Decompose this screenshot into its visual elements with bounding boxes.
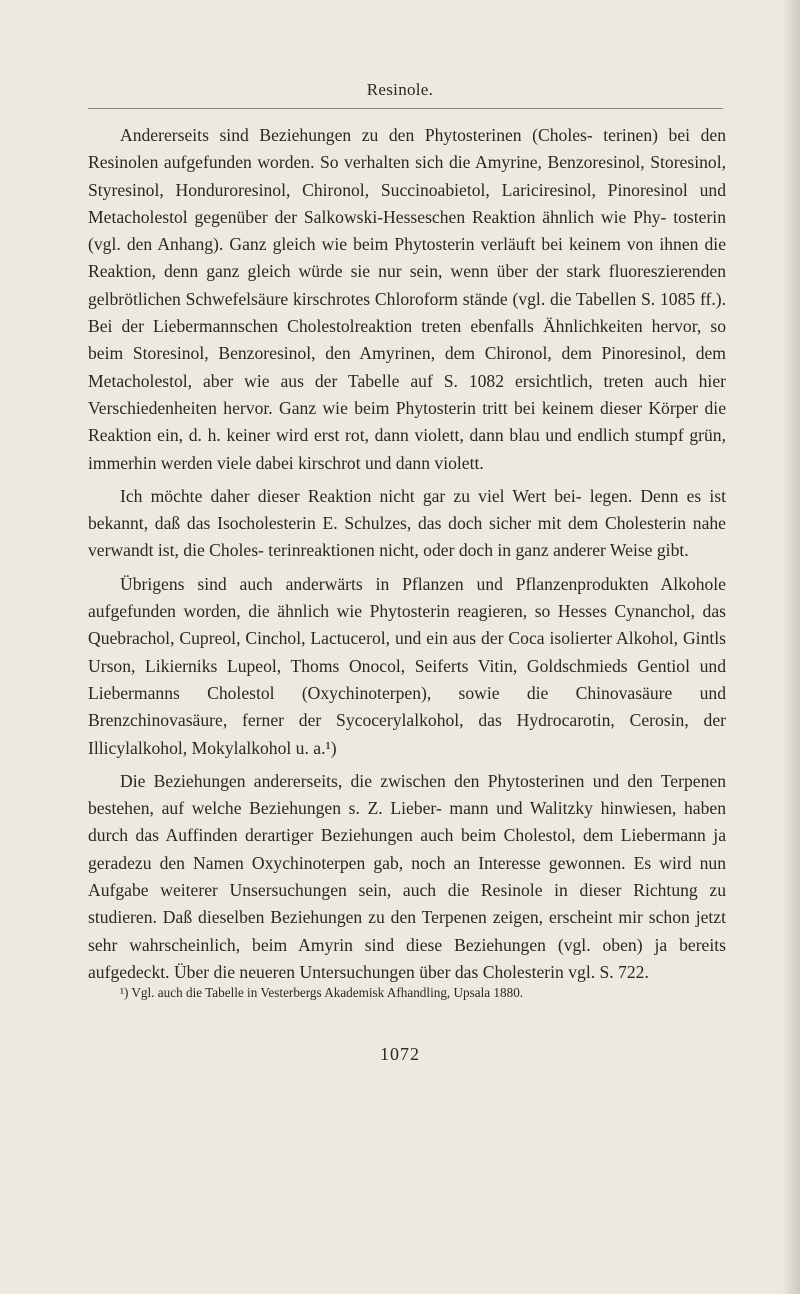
paragraph-4: Die Beziehungen andererseits, die zwischen den Phytosterinen und den Terpenen bestehen, auf welche Beziehungen s. Z. Lieber- mann und Walitzky hinwiesen, haben durch das Auffinden derartiger Beziehungen auch beim Cholestol, dem Liebermann ja geradezu den Namen Oxychinoterpen gab, noch an Interesse gewonnen. Es wird nun Aufgabe weiterer Unsersuchungen sein, auch die Resinole in dieser Richtung zu studieren. Daß dieselben Beziehungen zu den Terpenen zeigen, erscheint mir schon jetzt sehr wahrscheinlich, beim Amyrin sind diese Beziehungen (vgl. oben) ja bereits aufgedeckt. Über die neueren Untersuchungen über das Cholesterin vgl. S. 722.	[88, 770, 726, 982]
paragraph-1: Andererseits sind Beziehungen zu den Phytosterinen (Choles- terinen) bei den Resinolen aufgefunden worden. So verhalten sich die Amyrine, Benzoresinol, Storesinol, Styresinol, Honduroresinol, Chironol, Succinoabietol, Lariciresinol, Pinoresinol und Metacholestol gegenüber der Salkowski-Hesseschen Reaktion ähnlich wie Phy- tosterin (vgl. den Anhang). Ganz gleich wie beim Phytosterin verläuft bei keinem von ihnen die Reaktion, denn ganz gleich würde sie nur sein, wenn über der stark fluoreszierenden gelbrötlichen Schwefelsäure kirschrotes Chloroform stände (vgl. die Tabellen S. 1085 ff.). Bei der Liebermannschen Cholestolreaktion treten ebenfalls Ähnlichkeiten hervor, so beim Storesinol, Benzoresinol, den Amyrinen, dem Chironol, dem Pinoresinol, dem Metacholestol, aber wie aus der Tabelle auf S. 1082 ersichtlich, treten auch hier Verschiedenheiten hervor. Ganz wie beim Phytosterin tritt bei keinem dieser Körper die Reaktion ein, d. h. keiner wird erst rot, dann violett, dann blau und endlich stumpf grün, immerhin werden viele dabei kirschrot und dann violett.	[88, 125, 726, 473]
body-text	[88, 122, 726, 986]
footnote: ¹) Vgl. auch die Tabelle in Vesterbergs Akademisk Afhandling, Upsala 1880.	[120, 985, 524, 1000]
paragraph-3: Übrigens sind auch anderwärts in Pflanzen und Pflanzenprodukten Alkohole aufgefunden worden, die ähnlich wie Phytosterin reagieren, so Hesses Cynanchol, das Quebrachol, Cupreol, Cinchol, Lactucerol, und ein aus der Coca isolierter Alkohol, Gintls Urson, Likierniks Lupeol, Thoms Onocol, Seiferts Vitin, Goldschmieds Gentiol und Liebermanns Cholestol (Oxychinoterpen), sowie die Chinovasäure und Brenzchinovasäure, ferner der Sycocerylalkohol, das Hydrocarotin, Cerosin, der Illicylalkohol, Mokylalkohol u. a.¹)	[88, 573, 726, 758]
paragraph-2: Ich möchte daher dieser Reaktion nicht gar zu viel Wert bei- legen. Denn es ist bekannt, daß das Isocholesterin E. Schulzes, das doch sicher mit dem Cholesterin nahe verwandt ist, die Choles- terinreaktionen nicht, oder doch in ganz anderer Weise gibt.	[88, 485, 726, 561]
running-title: Resinole.	[366, 80, 434, 99]
page-number: 1072	[380, 1044, 420, 1064]
header-rule	[88, 108, 723, 109]
page-edge-shadow	[782, 0, 800, 1294]
